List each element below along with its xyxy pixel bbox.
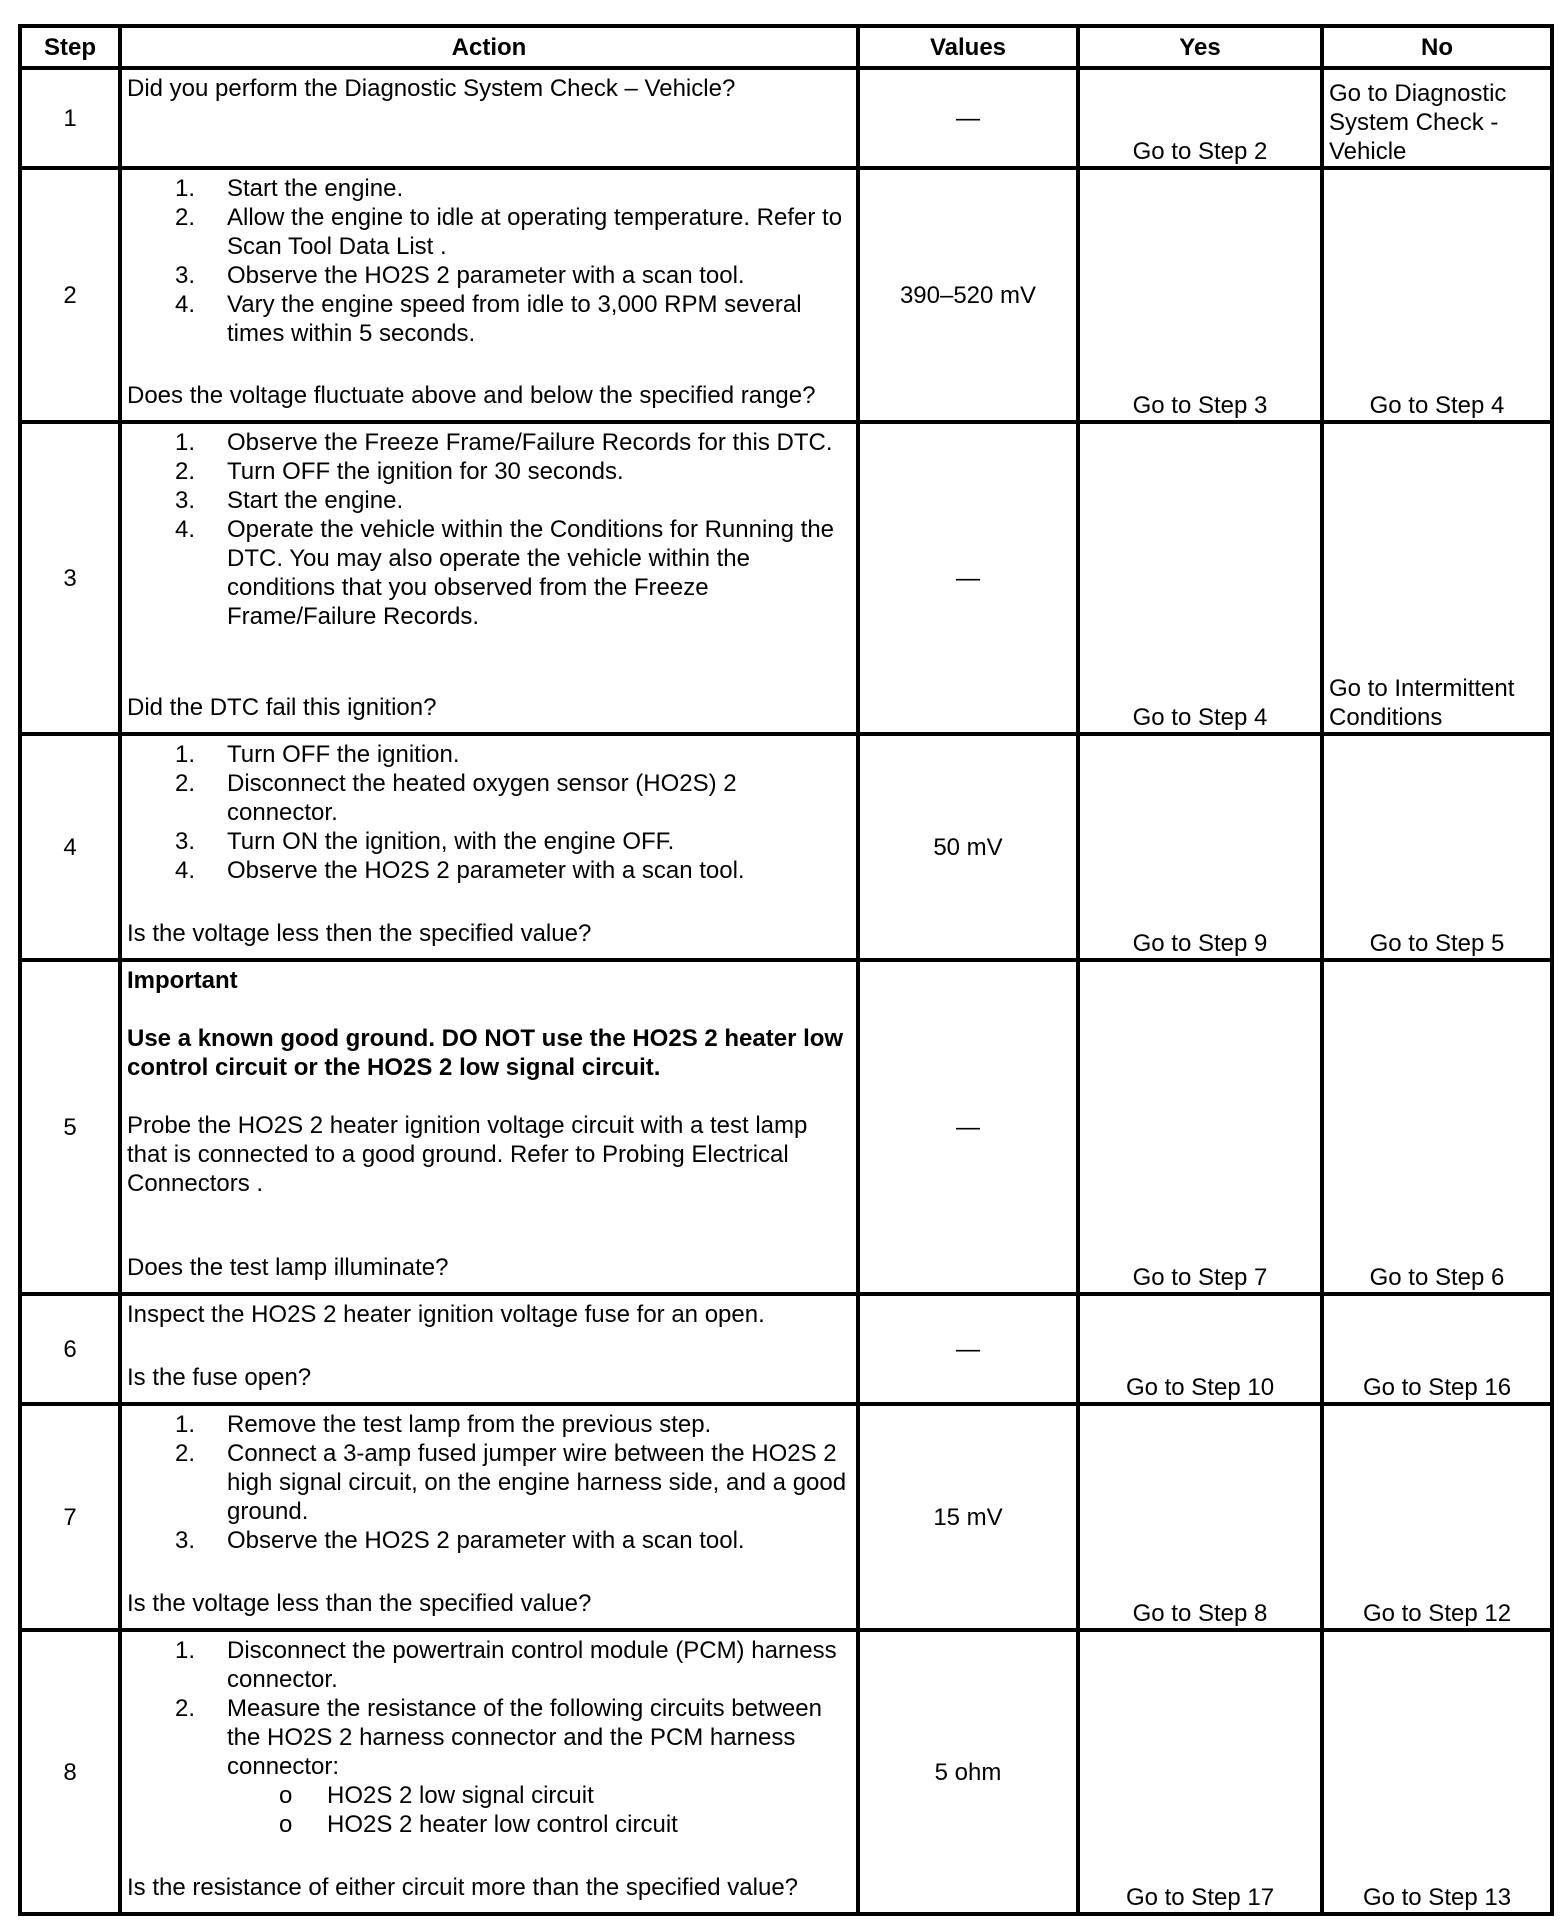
important-heading: Important: [127, 967, 238, 994]
action-steps: [127, 428, 851, 631]
list-item: 3. Turn ON the ignition, with the engine OFF.: [175, 828, 675, 855]
list-item: 2. Allow the engine to idle at operating temperature. Refer to Scan Tool Data List .: [175, 204, 843, 260]
header-yes: Yes: [1078, 26, 1322, 68]
action-steps: [127, 1636, 851, 1781]
action-cell: [120, 68, 858, 168]
step-number: 6: [20, 1294, 120, 1404]
list-item: 3. Observe the HO2S 2 parameter with a scan tool.: [175, 1527, 745, 1554]
table-row: [20, 1404, 1552, 1630]
list-item: 1. Disconnect the powertrain control module (PCM) harness connector.: [175, 1637, 837, 1693]
action-text: Probe the HO2S 2 heater ignition voltage circuit with a test lamp that is connected to a good ground. Refer to Probing Electrical Connectors .: [127, 1112, 808, 1197]
value-cell: 50 mV: [858, 734, 1078, 960]
action-question: Does the voltage fluctuate above and below the specified range?: [127, 382, 816, 409]
action-question: Did the DTC fail this ignition?: [127, 694, 437, 721]
value-cell: 390–520 mV: [858, 168, 1078, 422]
no-link[interactable]: Go to Step 5: [1322, 734, 1552, 960]
value-cell: —: [858, 422, 1078, 734]
list-item: 2. Turn OFF the ignition for 30 seconds.: [175, 458, 624, 485]
yes-link[interactable]: Go to Step 7: [1078, 960, 1322, 1294]
list-item: o HO2S 2 low signal circuit: [279, 1782, 594, 1809]
action-text: Inspect the HO2S 2 heater ignition voltage fuse for an open.: [127, 1301, 765, 1328]
diagnostic-table: [18, 24, 1554, 1916]
step-number: 7: [20, 1404, 120, 1630]
header-no: No: [1322, 26, 1552, 68]
list-item: 3. Observe the HO2S 2 parameter with a scan tool.: [175, 262, 745, 289]
action-cell: [120, 734, 858, 960]
action-steps: [127, 1410, 851, 1555]
value-cell: —: [858, 68, 1078, 168]
action-cell: [120, 1294, 858, 1404]
action-steps: [127, 174, 851, 348]
yes-link[interactable]: Go to Step 3: [1078, 168, 1322, 422]
header-step: Step: [20, 26, 120, 68]
list-item: 1. Remove the test lamp from the previous step.: [175, 1411, 712, 1438]
value-cell: —: [858, 960, 1078, 1294]
list-item: 4. Observe the HO2S 2 parameter with a scan tool.: [175, 857, 745, 884]
action-question: Does the test lamp illuminate?: [127, 1254, 449, 1281]
table-row: [20, 168, 1552, 422]
no-link[interactable]: Go to Step 16: [1322, 1294, 1552, 1404]
value-cell: —: [858, 1294, 1078, 1404]
action-question: Is the fuse open?: [127, 1364, 312, 1391]
no-link[interactable]: Go to Step 4: [1322, 168, 1552, 422]
action-cell: [120, 1630, 858, 1914]
circuit-list: [127, 1781, 851, 1839]
yes-link[interactable]: Go to Step 17: [1078, 1630, 1322, 1914]
step-number: 5: [20, 960, 120, 1294]
step-number: 2: [20, 168, 120, 422]
no-link[interactable]: Go to Step 6: [1322, 960, 1552, 1294]
list-item: 3. Start the engine.: [175, 487, 404, 514]
header-action: Action: [120, 26, 858, 68]
value-cell: 15 mV: [858, 1404, 1078, 1630]
yes-link[interactable]: Go to Step 2: [1078, 68, 1322, 168]
action-question: Is the voltage less than the specified value?: [127, 1590, 592, 1617]
important-note: Use a known good ground. DO NOT use the HO2S 2 heater low control circuit or the HO2S 2 low signal circuit.: [127, 1025, 844, 1081]
yes-link[interactable]: Go to Step 8: [1078, 1404, 1322, 1630]
action-question: Is the resistance of either circuit more than the specified value?: [127, 1874, 799, 1901]
list-item: 2. Disconnect the heated oxygen sensor (HO2S) 2 connector.: [175, 770, 737, 826]
table-row: [20, 1630, 1552, 1914]
step-number: 4: [20, 734, 120, 960]
action-question: Is the voltage less then the specified value?: [127, 920, 592, 947]
yes-link[interactable]: Go to Step 10: [1078, 1294, 1322, 1404]
no-link[interactable]: Go to Intermittent Conditions: [1322, 422, 1552, 734]
action-steps: [127, 740, 851, 885]
action-text: Did you perform the Diagnostic System Check – Vehicle?: [127, 75, 736, 102]
table-row: [20, 422, 1552, 734]
step-number: 1: [20, 68, 120, 168]
yes-link[interactable]: Go to Step 9: [1078, 734, 1322, 960]
header-row: [20, 26, 1552, 68]
table-row: [20, 1294, 1552, 1404]
list-item: o HO2S 2 heater low control circuit: [279, 1811, 678, 1838]
action-cell: [120, 960, 858, 1294]
step-number: 3: [20, 422, 120, 734]
no-link[interactable]: Go to Diagnostic System Check - Vehicle: [1322, 68, 1552, 168]
table-row: [20, 960, 1552, 1294]
header-values: Values: [858, 26, 1078, 68]
step-number: 8: [20, 1630, 120, 1914]
list-item: 2. Connect a 3-amp fused jumper wire between the HO2S 2 high signal circuit, on the engine harness side, and a good ground.: [175, 1440, 847, 1525]
table-row: [20, 68, 1552, 168]
yes-link[interactable]: Go to Step 4: [1078, 422, 1322, 734]
action-cell: [120, 1404, 858, 1630]
list-item: 2. Measure the resistance of the following circuits between the HO2S 2 harness connector and the PCM harness connector:: [175, 1695, 822, 1780]
no-link[interactable]: Go to Step 13: [1322, 1630, 1552, 1914]
no-link[interactable]: Go to Step 12: [1322, 1404, 1552, 1630]
value-cell: 5 ohm: [858, 1630, 1078, 1914]
list-item: 1. Observe the Freeze Frame/Failure Records for this DTC.: [175, 429, 833, 456]
list-item: 4. Vary the engine speed from idle to 3,000 RPM several times within 5 seconds.: [175, 291, 802, 347]
action-cell: [120, 422, 858, 734]
list-item: 1. Turn OFF the ignition.: [175, 741, 460, 768]
list-item: 4. Operate the vehicle within the Conditions for Running the DTC. You may also operate the vehicle within the conditions that you observed from the Freeze Frame/Failure Records.: [175, 516, 835, 630]
table-row: [20, 734, 1552, 960]
action-cell: [120, 168, 858, 422]
list-item: 1. Start the engine.: [175, 175, 404, 202]
